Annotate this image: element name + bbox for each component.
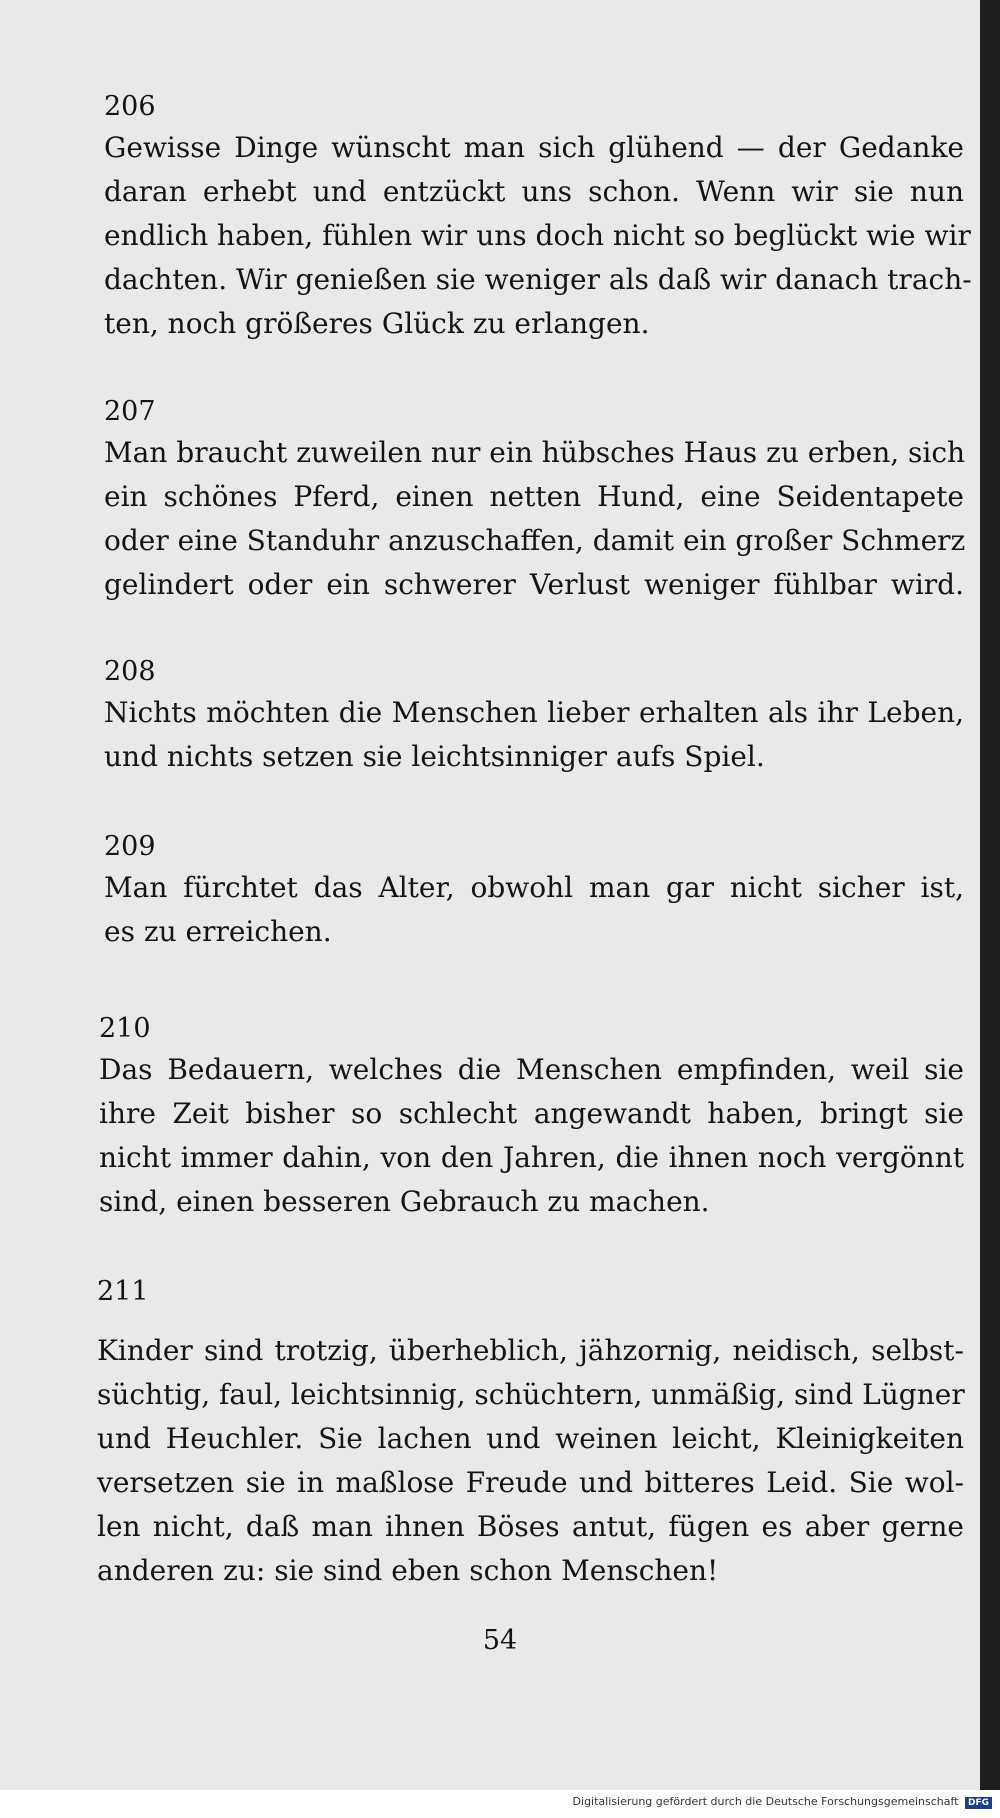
aphorism-number: 209 — [104, 831, 156, 862]
text-line: Nichts möchten die Menschen lieber erhalten als ihr Leben, — [104, 696, 964, 729]
text-line: ten, noch größeres Glück zu erlangen. — [104, 307, 650, 340]
text-line: sind, einen besseren Gebrauch zu machen. — [99, 1185, 710, 1218]
text-line: ein schönes Pferd, einen netten Hund, eine Seidentapete — [104, 480, 964, 513]
aphorism-206 — [104, 90, 972, 346]
text-line: süchtig, faul, leichtsinnig, schüchtern, unmäßig, sind Lügner — [97, 1378, 965, 1411]
text-line: nicht immer dahin, von den Jahren, die ihnen noch vergönnt — [99, 1141, 964, 1174]
text-line: len nicht, daß man ihnen Böses antut, fügen es aber gerne — [97, 1510, 964, 1543]
text-line: oder eine Standuhr anzuschaffen, damit ein großer Schmerz — [104, 524, 966, 557]
aphorism-number: 211 — [97, 1276, 149, 1307]
text-line: Das Bedauern, welches die Menschen empfinden, weil sie — [99, 1053, 964, 1086]
text-line: dachten. Wir genießen sie weniger als daß wir danach trach- — [104, 263, 972, 296]
aphorism-number: 210 — [99, 1013, 151, 1044]
text-line: es zu erreichen. — [104, 915, 332, 948]
aphorism-211 — [97, 1275, 964, 1593]
scan-right-edge — [980, 0, 1000, 1790]
text-line: Kinder sind trotzig, überheblich, jähzornig, neidisch, selbst- — [97, 1334, 964, 1367]
text-line: endlich haben, fühlen wir uns doch nicht so beglückt wie wir — [104, 219, 971, 252]
digitization-footer — [573, 1795, 992, 1809]
text-line: Man braucht zuweilen nur ein hübsches Haus zu erben, sich — [104, 436, 966, 469]
text-line: daran erhebt und entzückt uns schon. Wenn wir sie nun — [104, 175, 964, 208]
aphorism-number: 206 — [104, 91, 156, 122]
text-line: anderen zu: sie sind eben schon Menschen! — [97, 1554, 719, 1587]
text-line: und nichts setzen sie leichtsinniger aufs Spiel. — [104, 740, 765, 773]
aphorism-210 — [99, 1012, 964, 1224]
footer-text: Digitalisierung gefördert durch die Deutsche Forschungsgemeinschaft — [572, 1795, 959, 1808]
aphorism-208 — [104, 655, 964, 779]
aphorism-207 — [104, 395, 964, 607]
text-line: Gewisse Dinge wünscht man sich glühend — der Gedanke — [104, 131, 964, 164]
text-line: und Heuchler. Sie lachen und weinen leicht, Kleinigkeiten — [97, 1422, 964, 1455]
aphorism-number: 207 — [104, 396, 156, 427]
page-number: 54 — [482, 1625, 518, 1656]
aphorism-number: 208 — [104, 656, 156, 687]
dfg-logo: DFG — [965, 1797, 992, 1809]
text-line: Man fürchtet das Alter, obwohl man gar nicht sicher ist, — [104, 871, 964, 904]
text-line: versetzen sie in maßlose Freude und bitteres Leid. Sie wol- — [97, 1466, 964, 1499]
aphorism-209 — [104, 830, 964, 954]
text-line: gelindert oder ein schwerer Verlust weniger fühlbar wird. — [104, 568, 964, 601]
text-line: ihre Zeit bisher so schlecht angewandt haben, bringt sie — [99, 1097, 964, 1130]
